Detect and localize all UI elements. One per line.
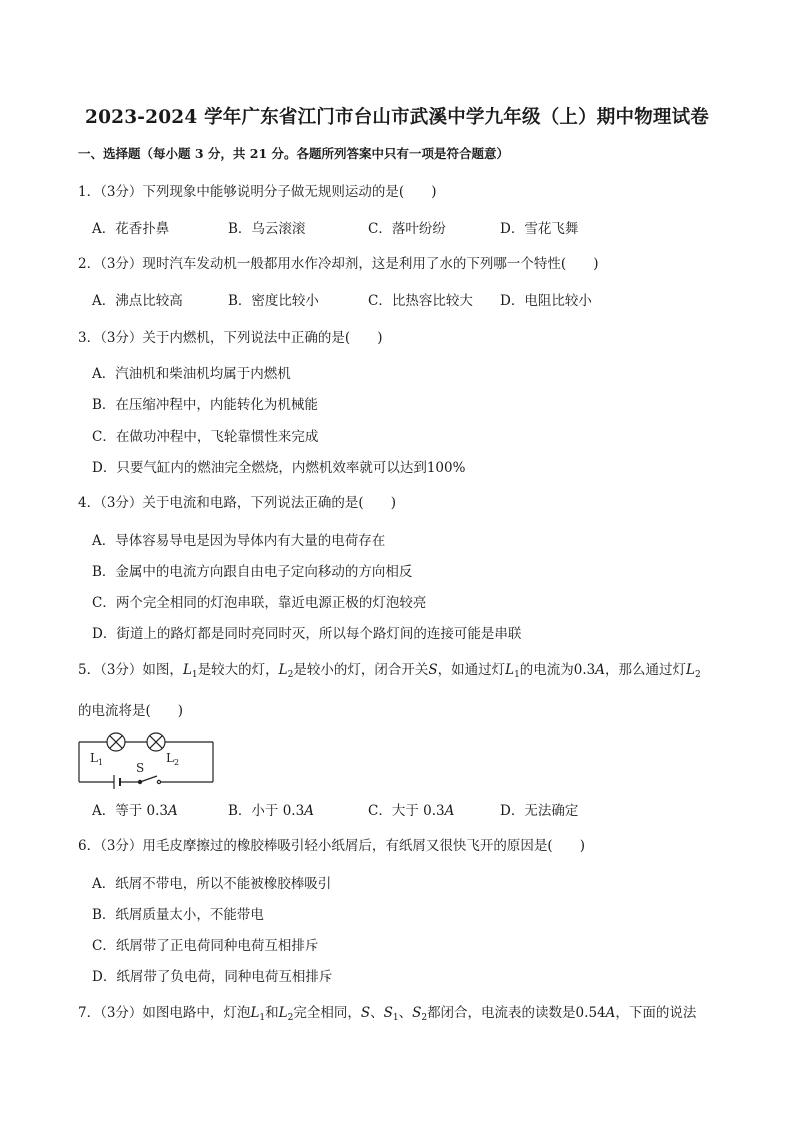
- question-2-option-b: B．密度比较小: [228, 293, 319, 309]
- question-1-option-b: B．乌云滚滚: [228, 221, 306, 237]
- switch-s-symbol: [138, 776, 160, 784]
- question-2-option-c: C．比热容比较大: [368, 293, 473, 309]
- question-7-stem: 7．（3分）如图电路中，灯泡$L_1$和$L_2$完全相同，S、$S_1$、$S_2$都闭合，电流表的读数是0.54A，下面的说法: [78, 1005, 697, 1023]
- question-4-option-a: A．导体容易导电是因为导体内有大量的电荷存在: [92, 533, 386, 549]
- question-5-circuit-diagram: [76, 730, 216, 792]
- question-2-option-a: A．沸点比较高: [92, 293, 183, 309]
- question-6-option-d: D．纸屑带了负电荷，同种电荷互相排斥: [92, 969, 333, 985]
- question-5-stem-line-2: 的电流将是( ): [78, 703, 184, 719]
- question-3-option-b: B．在压缩冲程中，内能转化为机械能: [92, 397, 318, 413]
- label-l2: $L_2$: [166, 751, 180, 767]
- question-3-option-c: C．在做功冲程中，飞轮靠惯性来完成: [92, 429, 319, 445]
- question-3-stem: 3．（3分）关于内燃机，下列说法中正确的是( ): [78, 330, 383, 346]
- question-4-option-c: C．两个完全相同的灯泡串联，靠近电源正极的灯泡较亮: [92, 595, 427, 611]
- lamp-l2-symbol: [147, 733, 165, 751]
- question-5-option-c: C．大于 0.3A: [368, 803, 455, 819]
- question-6-option-a: A．纸屑不带电，所以不能被橡胶棒吸引: [92, 876, 332, 892]
- label-s: S: [136, 761, 145, 775]
- question-1-option-d: D．雪花飞舞: [500, 221, 579, 237]
- question-6-option-b: B．纸屑质量太小，不能带电: [92, 907, 264, 923]
- battery-symbol: [114, 775, 120, 789]
- question-4-stem: 4．（3分）关于电流和电路，下列说法正确的是( ): [78, 495, 396, 511]
- question-2-stem: 2．（3分）现时汽车发动机一般都用水作冷却剂，这是利用了水的下列哪一个特性( ): [78, 256, 599, 272]
- question-5-stem-line-1: 5．（3分）如图，$L_1$是较大的灯，$L_2$是较小的灯，闭合开关S，如通过灯$L_1$的电流为0.3A，那么通过灯$L_2$: [78, 662, 701, 680]
- question-4-option-b: B．金属中的电流方向跟自由电子定向移动的方向相反: [92, 564, 413, 580]
- label-l1: $L_1$: [90, 751, 104, 767]
- question-5-option-b: B．小于 0.3A: [228, 803, 314, 819]
- lamp-l1-symbol: [107, 733, 125, 751]
- question-3-option-a: A．汽油机和柴油机均属于内燃机: [92, 366, 291, 382]
- question-5-option-d: D．无法确定: [500, 803, 579, 819]
- section-heading: 一、选择题（每小题 3 分，共 21 分。各题所列答案中只有一项是符合题意）: [78, 146, 510, 161]
- question-6-option-c: C．纸屑带了正电荷同种电荷互相排斥: [92, 938, 319, 954]
- question-1-stem: 1．（3分）下列现象中能够说明分子做无规则运动的是( ): [78, 184, 437, 200]
- question-1-option-c: C．落叶纷纷: [368, 221, 446, 237]
- question-1-option-a: A．花香扑鼻: [92, 221, 170, 237]
- question-5-option-a: A．等于 0.3A: [92, 803, 178, 819]
- question-6-stem: 6．（3分）用毛皮摩擦过的橡胶棒吸引轻小纸屑后，有纸屑又很快飞开的原因是( ): [78, 838, 585, 854]
- question-4-option-d: D．街道上的路灯都是同时亮同时灭，所以每个路灯间的连接可能是串联: [92, 626, 522, 642]
- exam-title: 2023-2024 学年广东省江门市台山市武溪中学九年级（上）期中物理试卷: [85, 107, 709, 128]
- question-2-option-d: D．电阻比较小: [500, 293, 592, 309]
- question-3-option-d: D．只要气缸内的燃油完全燃烧，内燃机效率就可以达到100%: [92, 460, 466, 476]
